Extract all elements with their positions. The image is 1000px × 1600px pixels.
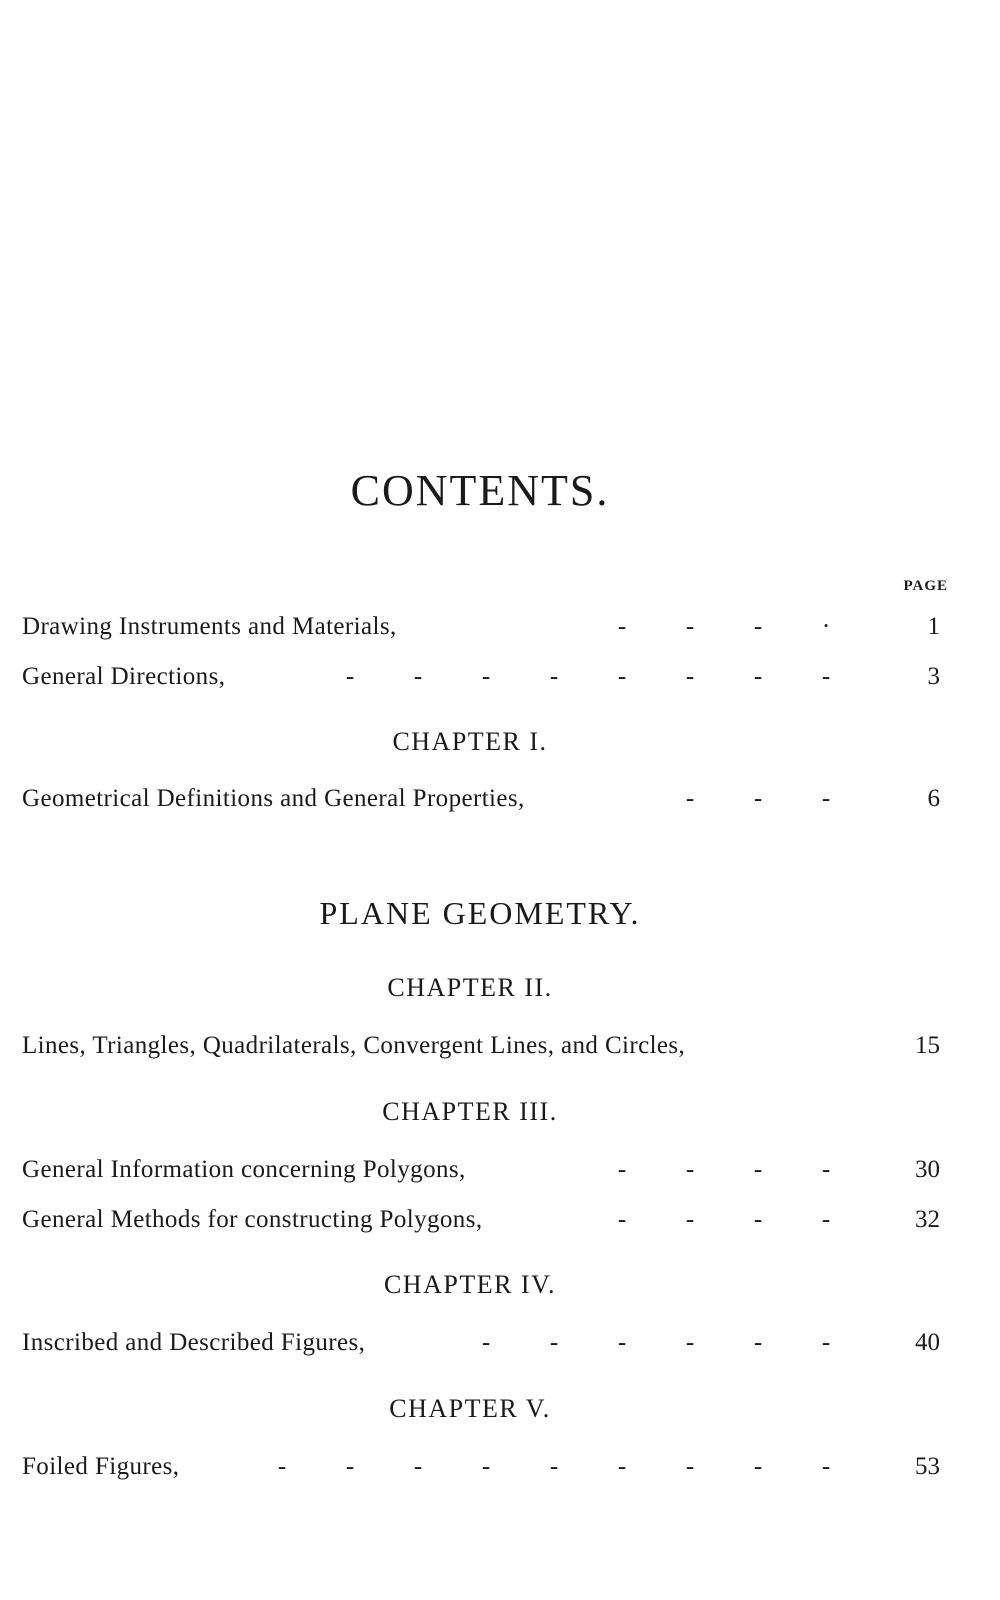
leader-dots: - - - - - - - - — [345, 663, 831, 690]
toc-entry-polygons-information[interactable] — [22, 1153, 942, 1187]
leader-dots: - - - — [685, 785, 831, 812]
leader-dots: - - - - - - — [481, 1329, 831, 1356]
toc-entry-polygons-methods[interactable] — [22, 1203, 942, 1237]
chapter-heading-4: CHAPTER IV. — [383, 1270, 557, 1299]
leader-dots: - - - - — [617, 1156, 831, 1183]
chapter-heading-2: CHAPTER II. — [387, 973, 553, 1002]
toc-entry-geometrical-definitions[interactable] — [22, 782, 942, 816]
toc-entry-label: Drawing Instruments and Materials, — [22, 613, 397, 640]
leader-dots: - - - - — [617, 1206, 831, 1233]
chapter-heading-1: CHAPTER I. — [392, 727, 548, 756]
toc-entry-general-directions[interactable] — [22, 660, 942, 694]
toc-entry-page: 1 — [927, 613, 940, 640]
toc-entry-label: Foiled Figures, — [22, 1453, 180, 1480]
chapter-heading-3: CHAPTER III. — [382, 1097, 558, 1126]
toc-entry-page: 6 — [927, 785, 940, 812]
toc-entry-foiled-figures[interactable] — [22, 1450, 942, 1484]
toc-entry-label: Inscribed and Described Figures, — [22, 1329, 366, 1356]
toc-entry-page: 53 — [915, 1453, 940, 1480]
toc-entry-label: Geometrical Definitions and General Properties, — [22, 785, 525, 812]
leader-dots: - - - - - - - - - — [277, 1453, 831, 1480]
toc-entry-page: 3 — [927, 663, 940, 690]
toc-entry-drawing-instruments[interactable] — [22, 610, 942, 644]
section-title: PLANE GEOMETRY. — [319, 895, 641, 931]
toc-entry-label: General Information concerning Polygons, — [22, 1156, 466, 1183]
toc-entry-page: 15 — [915, 1032, 940, 1059]
page-column-label: PAGE — [903, 578, 948, 594]
chapter-heading-5: CHAPTER V. — [389, 1394, 551, 1423]
toc-entry-label: General Directions, — [22, 663, 226, 690]
toc-entry-page: 40 — [915, 1329, 940, 1356]
toc-entry-lines-triangles[interactable] — [22, 1029, 942, 1063]
page-title: CONTENTS. — [350, 466, 610, 515]
toc-entry-page: 32 — [915, 1206, 940, 1233]
leader-dots: - - - · — [617, 613, 831, 640]
toc-entry-page: 30 — [915, 1156, 940, 1183]
toc-entry-label: General Methods for constructing Polygons, — [22, 1206, 483, 1233]
toc-entry-inscribed-figures[interactable] — [22, 1326, 942, 1360]
toc-entry-label: Lines, Triangles, Quadrilaterals, Convergent Lines, and Circles, — [22, 1032, 686, 1059]
